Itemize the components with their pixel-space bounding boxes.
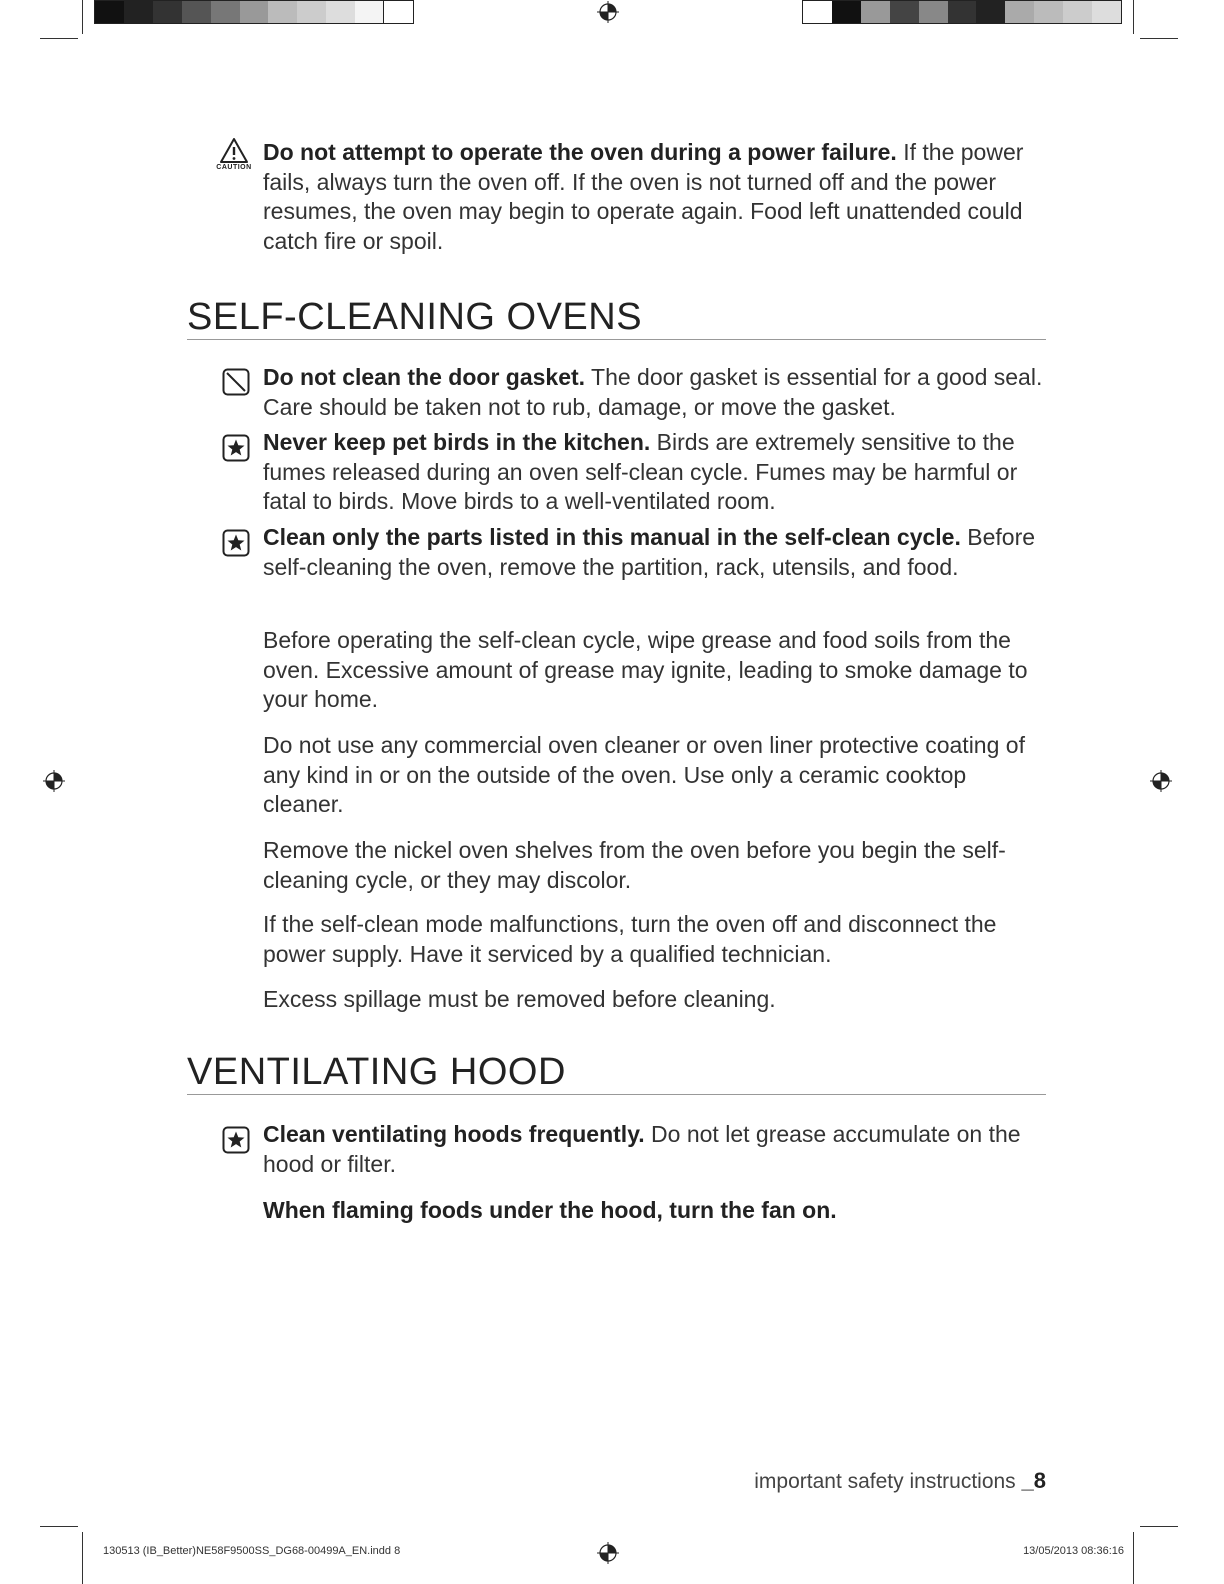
body-paragraph: Do not use any commercial oven cleaner or oven liner protective coating of any kind in or on the outside of the oven. Use only a ceramic cooktop cleaner. <box>263 732 1025 817</box>
body-paragraph: Excess spillage must be removed before cleaning. <box>263 986 776 1012</box>
registration-mark-icon <box>1150 770 1172 792</box>
item-bold: Clean ventilating hoods frequently. <box>263 1121 645 1147</box>
list-item <box>263 428 1053 517</box>
list-item <box>263 1120 1053 1179</box>
star-important-icon <box>222 434 250 462</box>
list-item <box>263 523 1053 582</box>
crop-mark <box>40 38 78 39</box>
registration-mark-icon <box>597 1542 619 1564</box>
color-bar-right <box>802 0 1122 24</box>
crop-mark <box>1140 1526 1178 1527</box>
crop-mark <box>40 1526 78 1527</box>
star-important-icon <box>222 529 250 557</box>
section-heading-self-cleaning: SELF-CLEANING OVENS <box>187 295 1046 340</box>
body-paragraph: Remove the nickel oven shelves from the oven before you begin the self-cleaning cycle, or they may discolor. <box>263 837 1006 893</box>
item-bold: Clean only the parts listed in this manual in the self-clean cycle. <box>263 524 961 550</box>
caution-warning-icon <box>213 137 255 173</box>
star-important-icon <box>222 1126 250 1154</box>
crop-mark <box>82 0 83 34</box>
item-text: The door gasket is essential for a good seal. Care should be taken not to rub, damage, or move the gasket. <box>263 364 1043 420</box>
file-slug: 130513 (IB_Better)NE58F9500SS_DG68-00499A_EN.indd 8 <box>103 1545 401 1557</box>
registration-mark-icon <box>597 1 619 23</box>
item-bold: Do not clean the door gasket. <box>263 364 586 390</box>
bold-note-text: When flaming foods under the hood, turn the fan on. <box>263 1197 837 1223</box>
body-paragraph: Before operating the self-clean cycle, wipe grease and food soils from the oven. Excessive amount of grease may ignite, leading to smoke damage to your home. <box>263 627 1028 712</box>
caution-bold: Do not attempt to operate the oven during a power failure. <box>263 139 897 165</box>
caution-paragraph <box>263 138 1053 256</box>
page-number: _8 <box>1021 1468 1046 1493</box>
item-text: Do not let grease accumulate on the hood or filter. <box>263 1121 1021 1177</box>
crop-mark <box>1133 1532 1134 1584</box>
color-bar-left <box>94 0 414 24</box>
caution-text: If the power fails, always turn the oven off. If the oven is not turned off and the power resumes, the oven may begin to operate again. Food left unattended could catch fire or spoil. <box>263 139 1024 254</box>
list-item <box>263 363 1053 422</box>
slug-timestamp: 13/05/2013 08:36:16 <box>1023 1545 1124 1557</box>
crop-mark <box>82 1532 83 1584</box>
item-text: Birds are extremely sensitive to the fumes released during an oven self-clean cycle. Fumes may be harmful or fatal to birds. Move birds to a well-ventilated room. <box>263 429 1018 514</box>
page-footer <box>754 1468 1046 1494</box>
prohibition-icon <box>222 368 250 396</box>
caution-label: CAUTION <box>216 164 252 171</box>
item-text: Before self-cleaning the oven, remove the partition, rack, utensils, and food. <box>263 524 1036 580</box>
crop-mark <box>1140 38 1178 39</box>
crop-mark <box>1133 0 1134 34</box>
section-heading-ventilating-hood: VENTILATING HOOD <box>187 1050 1046 1095</box>
bold-note <box>263 1196 1053 1226</box>
item-bold: Never keep pet birds in the kitchen. <box>263 429 651 455</box>
registration-mark-icon <box>43 770 65 792</box>
body-paragraph: If the self-clean mode malfunctions, turn the oven off and disconnect the power supply. Have it serviced by a qualified technician. <box>263 911 997 967</box>
footer-section-title: important safety instructions <box>754 1470 1022 1493</box>
